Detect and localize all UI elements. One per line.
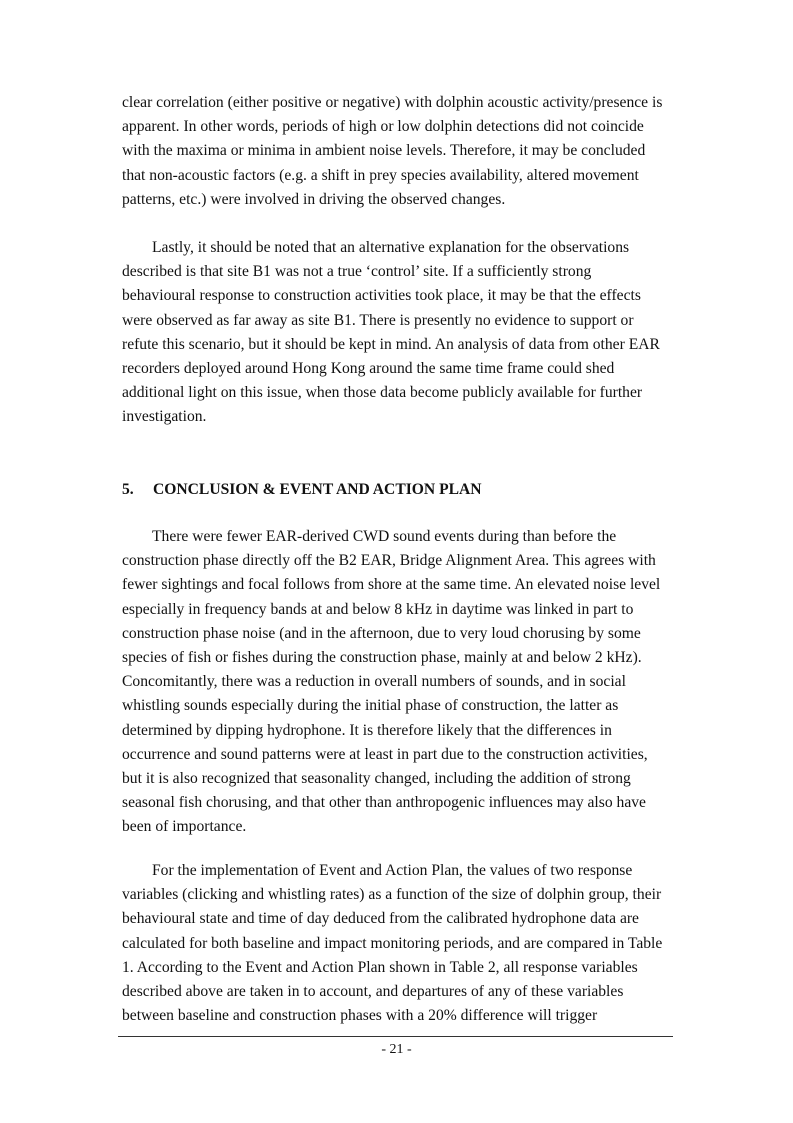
section-heading (122, 478, 482, 502)
footer-divider (118, 1036, 673, 1037)
paragraph-alternative-explanation: Lastly, it should be noted that an alternative explanation for the observations described is that site B1 was not a true ‘control’ site. If a sufficiently strong behavioural response to construction activities took place, it may be that the effects were observed as far away as site B1. There is presently no evidence to support or refute this scenario, but it should be kept in mind. An analysis of data from other EAR recorders deployed around Hong Kong around the same time frame could shed additional light on this issue, when those data become publicly available for further investigation. (122, 239, 660, 426)
section-title: CONCLUSION & EVENT AND ACTION PLAN (153, 481, 482, 498)
page-number: - 21 - (381, 1042, 412, 1057)
paragraph-action-plan: For the implementation of Event and Action Plan, the values of two response variables (clicking and whistling rates) as a function of the size of dolphin group, their behavioural state and time of day deduced from the calibrated hydrophone data are calculated for both baseline and impact monitoring periods, and are compared in Table 1. According to the Event and Action Plan shown in Table 2, all response variables described above are taken in to account, and departures of any of these variables between baseline and construction phases with a 20% difference will trigger (122, 862, 663, 1025)
section-number: 5. (122, 481, 134, 498)
paragraph-correlation: clear correlation (either positive or negative) with dolphin acoustic activity/presence is apparent. In other words, periods of high or low dolphin detections did not coincide with the maxima or minima in ambient noise levels. Therefore, it may be concluded that non-acoustic factors (e.g. a shift in prey species availability, altered movement patterns, etc.) were involved in driving the observed changes. (122, 94, 663, 208)
paragraph-conclusion: There were fewer EAR-derived CWD sound events during than before the construction phase directly off the B2 EAR, Bridge Alignment Area. This agrees with fewer sightings and focal follows from shore at the same time. An elevated noise level especially in frequency bands at and below 8 kHz in daytime was linked in part to construction phase noise (and in the afternoon, due to very loud chorusing by some species of fish or fishes during the construction phase, mainly at and below 2 kHz). Concomitantly, there was a reduction in overall numbers of sounds, and in social whistling sounds especially during the initial phase of construction, the latter as determined by dipping hydrophone. It is therefore likely that the differences in occurrence and sound patterns were at least in part due to the construction activities, but it is also recognized that seasonality changed, including the addition of strong seasonal fish chorusing, and that other than anthropogenic influences may also have been of importance. (122, 528, 661, 836)
